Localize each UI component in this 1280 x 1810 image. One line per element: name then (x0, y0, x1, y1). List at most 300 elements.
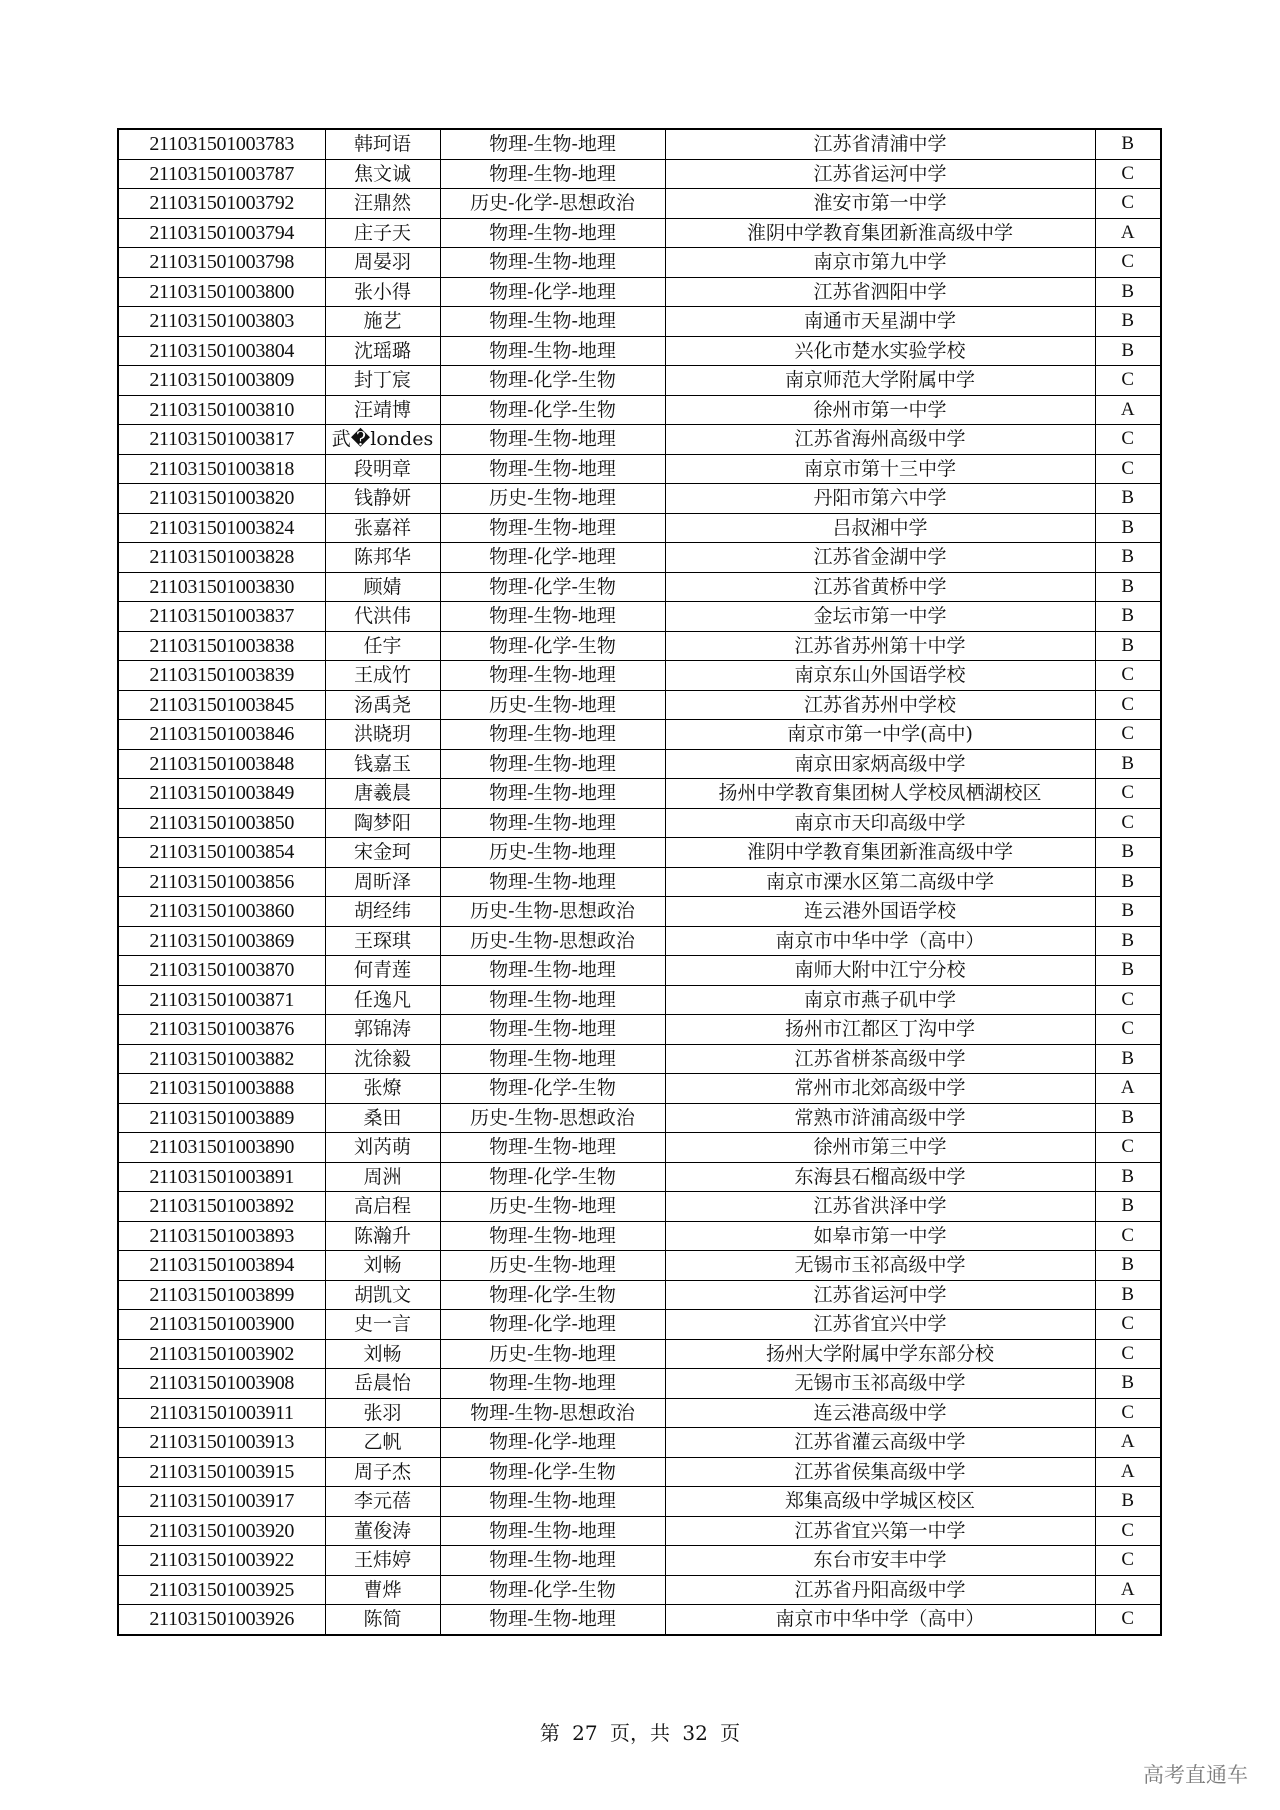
table-row (118, 1339, 1161, 1369)
school-cell: 江苏省运河中学 (665, 1280, 1095, 1310)
subject-combo-cell: 物理-生物-地理 (440, 425, 665, 455)
student-name-cell: 陈简 (325, 1605, 440, 1635)
table-row (118, 1575, 1161, 1605)
student-id-cell: 211031501003804 (118, 336, 325, 366)
table-row (118, 395, 1161, 425)
subject-combo-cell: 物理-生物-地理 (440, 956, 665, 986)
student-name-cell: 张小得 (325, 277, 440, 307)
grade-cell: C (1095, 366, 1161, 396)
school-cell: 南京市中华中学（高中） (665, 1605, 1095, 1635)
grade-cell: C (1095, 1221, 1161, 1251)
student-name-cell: 刘畅 (325, 1251, 440, 1281)
student-name-cell: 刘芮萌 (325, 1133, 440, 1163)
table-row (118, 1546, 1161, 1576)
table-row (118, 336, 1161, 366)
subject-combo-cell: 物理-化学-地理 (440, 1310, 665, 1340)
subject-combo-cell: 历史-生物-地理 (440, 1192, 665, 1222)
table-row (118, 956, 1161, 986)
subject-combo-cell: 物理-生物-地理 (440, 985, 665, 1015)
subject-combo-cell: 物理-生物-地理 (440, 749, 665, 779)
student-id-cell: 211031501003892 (118, 1192, 325, 1222)
school-cell: 南师大附中江宁分校 (665, 956, 1095, 986)
grade-cell: B (1095, 867, 1161, 897)
student-name-cell: 陈瀚升 (325, 1221, 440, 1251)
subject-combo-cell: 物理-生物-地理 (440, 720, 665, 750)
grade-cell: C (1095, 425, 1161, 455)
table-row (118, 513, 1161, 543)
grade-cell: B (1095, 838, 1161, 868)
table-row (118, 1221, 1161, 1251)
subject-combo-cell: 历史-生物-地理 (440, 1251, 665, 1281)
school-cell: 江苏省金湖中学 (665, 543, 1095, 573)
table-row (118, 572, 1161, 602)
student-name-cell: 高启程 (325, 1192, 440, 1222)
subject-combo-cell: 物理-生物-地理 (440, 454, 665, 484)
subject-combo-cell: 物理-生物-地理 (440, 159, 665, 189)
student-id-cell: 211031501003926 (118, 1605, 325, 1635)
student-name-cell: 沈瑶璐 (325, 336, 440, 366)
student-name-cell: 胡经纬 (325, 897, 440, 927)
student-name-cell: 张羽 (325, 1398, 440, 1428)
student-id-cell: 211031501003803 (118, 307, 325, 337)
subject-combo-cell: 物理-生物-地理 (440, 1516, 665, 1546)
subject-combo-cell: 历史-生物-地理 (440, 1339, 665, 1369)
student-name-cell: 周晏羽 (325, 248, 440, 278)
subject-combo-cell: 历史-生物-思想政治 (440, 897, 665, 927)
school-cell: 江苏省宜兴第一中学 (665, 1516, 1095, 1546)
watermark-text: 高考直通车 (1143, 1763, 1248, 1787)
student-id-cell: 211031501003911 (118, 1398, 325, 1428)
student-id-cell: 211031501003798 (118, 248, 325, 278)
student-name-cell: 周子杰 (325, 1457, 440, 1487)
student-name-cell: 董俊涛 (325, 1516, 440, 1546)
grade-cell: C (1095, 1133, 1161, 1163)
school-cell: 金坛市第一中学 (665, 602, 1095, 632)
student-id-cell: 211031501003830 (118, 572, 325, 602)
student-id-cell: 211031501003809 (118, 366, 325, 396)
table-row (118, 1369, 1161, 1399)
student-name-cell: 宋金珂 (325, 838, 440, 868)
table-row (118, 808, 1161, 838)
subject-combo-cell: 物理-化学-生物 (440, 1162, 665, 1192)
student-name-cell: 封丁宸 (325, 366, 440, 396)
student-name-cell: 王琛琪 (325, 926, 440, 956)
school-cell: 郑集高级中学城区校区 (665, 1487, 1095, 1517)
student-id-cell: 211031501003820 (118, 484, 325, 514)
school-cell: 江苏省侯集高级中学 (665, 1457, 1095, 1487)
student-id-cell: 211031501003890 (118, 1133, 325, 1163)
table-row (118, 129, 1161, 159)
grade-cell: C (1095, 690, 1161, 720)
subject-combo-cell: 物理-化学-地理 (440, 277, 665, 307)
student-id-cell: 211031501003871 (118, 985, 325, 1015)
student-name-cell: 李元蓓 (325, 1487, 440, 1517)
subject-combo-cell: 物理-生物-地理 (440, 1015, 665, 1045)
grade-cell: B (1095, 336, 1161, 366)
subject-combo-cell: 物理-生物-思想政治 (440, 1398, 665, 1428)
grade-cell: B (1095, 513, 1161, 543)
school-cell: 江苏省运河中学 (665, 159, 1095, 189)
grade-cell: C (1095, 779, 1161, 809)
table-row (118, 897, 1161, 927)
page-number-footer (0, 1717, 1280, 1746)
grade-cell: B (1095, 956, 1161, 986)
student-name-cell: 岳晨怡 (325, 1369, 440, 1399)
grade-cell: C (1095, 1605, 1161, 1635)
subject-combo-cell: 物理-生物-地理 (440, 513, 665, 543)
student-name-cell: 钱静妍 (325, 484, 440, 514)
student-id-cell: 211031501003902 (118, 1339, 325, 1369)
student-name-cell: 王成竹 (325, 661, 440, 691)
student-name-cell: 汤禹尧 (325, 690, 440, 720)
student-id-cell: 211031501003894 (118, 1251, 325, 1281)
student-roster-table (117, 128, 1162, 1636)
table-row (118, 867, 1161, 897)
school-cell: 南京市溧水区第二高级中学 (665, 867, 1095, 897)
table-row (118, 779, 1161, 809)
table-row (118, 631, 1161, 661)
subject-combo-cell: 历史-生物-地理 (440, 838, 665, 868)
student-name-cell: 陈邦华 (325, 543, 440, 573)
school-cell: 徐州市第一中学 (665, 395, 1095, 425)
student-id-cell: 211031501003828 (118, 543, 325, 573)
school-cell: 淮阴中学教育集团新淮高级中学 (665, 838, 1095, 868)
student-id-cell: 211031501003915 (118, 1457, 325, 1487)
table-row (118, 159, 1161, 189)
grade-cell: B (1095, 749, 1161, 779)
school-cell: 江苏省丹阳高级中学 (665, 1575, 1095, 1605)
grade-cell: C (1095, 1516, 1161, 1546)
school-cell: 南京市燕子矶中学 (665, 985, 1095, 1015)
subject-combo-cell: 物理-化学-地理 (440, 543, 665, 573)
table-row (118, 454, 1161, 484)
student-name-cell: 汪鼎然 (325, 189, 440, 219)
school-cell: 淮阴中学教育集团新淮高级中学 (665, 218, 1095, 248)
grade-cell: C (1095, 1546, 1161, 1576)
table-row (118, 1162, 1161, 1192)
student-name-cell: 洪晓玥 (325, 720, 440, 750)
table-row (118, 1251, 1161, 1281)
student-id-cell: 211031501003908 (118, 1369, 325, 1399)
subject-combo-cell: 物理-生物-地理 (440, 867, 665, 897)
student-name-cell: 任宇 (325, 631, 440, 661)
student-id-cell: 211031501003845 (118, 690, 325, 720)
subject-combo-cell: 物理-生物-地理 (440, 602, 665, 632)
student-id-cell: 211031501003810 (118, 395, 325, 425)
school-cell: 扬州大学附属中学东部分校 (665, 1339, 1095, 1369)
student-name-cell: 郭锦涛 (325, 1015, 440, 1045)
school-cell: 江苏省苏州第十中学 (665, 631, 1095, 661)
subject-combo-cell: 历史-化学-思想政治 (440, 189, 665, 219)
student-id-cell: 211031501003818 (118, 454, 325, 484)
student-id-cell: 211031501003854 (118, 838, 325, 868)
table-row (118, 1044, 1161, 1074)
subject-combo-cell: 历史-生物-思想政治 (440, 926, 665, 956)
grade-cell: A (1095, 1457, 1161, 1487)
grade-cell: C (1095, 159, 1161, 189)
school-cell: 江苏省苏州中学校 (665, 690, 1095, 720)
table-row (118, 543, 1161, 573)
student-name-cell: 庄子天 (325, 218, 440, 248)
grade-cell: B (1095, 1487, 1161, 1517)
student-id-cell: 211031501003899 (118, 1280, 325, 1310)
table-row (118, 838, 1161, 868)
student-name-cell: 何青莲 (325, 956, 440, 986)
subject-combo-cell: 物理-生物-地理 (440, 218, 665, 248)
student-name-cell: 刘畅 (325, 1339, 440, 1369)
school-cell: 江苏省洪泽中学 (665, 1192, 1095, 1222)
grade-cell: A (1095, 395, 1161, 425)
subject-combo-cell: 物理-化学-生物 (440, 572, 665, 602)
student-id-cell: 211031501003869 (118, 926, 325, 956)
roster-body (118, 129, 1161, 1635)
student-id-cell: 211031501003849 (118, 779, 325, 809)
student-id-cell: 211031501003893 (118, 1221, 325, 1251)
student-id-cell: 211031501003837 (118, 602, 325, 632)
school-cell: 兴化市楚水实验学校 (665, 336, 1095, 366)
student-id-cell: 211031501003800 (118, 277, 325, 307)
school-cell: 江苏省宜兴中学 (665, 1310, 1095, 1340)
student-id-cell: 211031501003783 (118, 129, 325, 159)
school-cell: 常州市北郊高级中学 (665, 1074, 1095, 1104)
school-cell: 南通市天星湖中学 (665, 307, 1095, 337)
grade-cell: B (1095, 307, 1161, 337)
table-row (118, 1487, 1161, 1517)
student-id-cell: 211031501003870 (118, 956, 325, 986)
table-row (118, 985, 1161, 1015)
student-id-cell: 211031501003792 (118, 189, 325, 219)
school-cell: 吕叔湘中学 (665, 513, 1095, 543)
student-id-cell: 211031501003888 (118, 1074, 325, 1104)
grade-cell: C (1095, 1310, 1161, 1340)
grade-cell: B (1095, 897, 1161, 927)
table-row (118, 1133, 1161, 1163)
grade-cell: B (1095, 572, 1161, 602)
grade-cell: B (1095, 631, 1161, 661)
school-cell: 如皋市第一中学 (665, 1221, 1095, 1251)
student-name-cell: 汪靖博 (325, 395, 440, 425)
grade-cell: C (1095, 1015, 1161, 1045)
table-row (118, 1310, 1161, 1340)
page-number-text: 第 27 页，共 32 页 (539, 1721, 741, 1745)
grade-cell: B (1095, 1044, 1161, 1074)
grade-cell: B (1095, 926, 1161, 956)
student-name-cell: 施艺 (325, 307, 440, 337)
grade-cell: A (1095, 1074, 1161, 1104)
school-cell: 东台市安丰中学 (665, 1546, 1095, 1576)
student-id-cell: 211031501003848 (118, 749, 325, 779)
student-name-cell: 张燎 (325, 1074, 440, 1104)
table-row (118, 1428, 1161, 1458)
table-row (118, 1605, 1161, 1635)
table-row (118, 661, 1161, 691)
student-name-cell: 王炜婷 (325, 1546, 440, 1576)
table-row (118, 1015, 1161, 1045)
subject-combo-cell: 物理-化学-生物 (440, 1575, 665, 1605)
student-id-cell: 211031501003882 (118, 1044, 325, 1074)
school-cell: 南京市天印高级中学 (665, 808, 1095, 838)
subject-combo-cell: 物理-生物-地理 (440, 1605, 665, 1635)
student-name-cell: 曹烨 (325, 1575, 440, 1605)
grade-cell: A (1095, 218, 1161, 248)
grade-cell: B (1095, 602, 1161, 632)
subject-combo-cell: 历史-生物-思想政治 (440, 1103, 665, 1133)
school-cell: 丹阳市第六中学 (665, 484, 1095, 514)
table-row (118, 1103, 1161, 1133)
student-id-cell: 211031501003794 (118, 218, 325, 248)
school-cell: 南京市第九中学 (665, 248, 1095, 278)
grade-cell: B (1095, 1103, 1161, 1133)
student-id-cell: 211031501003891 (118, 1162, 325, 1192)
school-cell: 徐州市第三中学 (665, 1133, 1095, 1163)
grade-cell: A (1095, 1575, 1161, 1605)
table-row (118, 218, 1161, 248)
student-id-cell: 211031501003917 (118, 1487, 325, 1517)
student-id-cell: 211031501003846 (118, 720, 325, 750)
grade-cell: B (1095, 1369, 1161, 1399)
student-id-cell: 211031501003838 (118, 631, 325, 661)
subject-combo-cell: 物理-生物-地理 (440, 129, 665, 159)
school-cell: 东海县石榴高级中学 (665, 1162, 1095, 1192)
student-id-cell: 211031501003876 (118, 1015, 325, 1045)
student-name-cell: 陶梦阳 (325, 808, 440, 838)
student-name-cell: 焦文诚 (325, 159, 440, 189)
student-id-cell: 211031501003900 (118, 1310, 325, 1340)
school-cell: 连云港高级中学 (665, 1398, 1095, 1428)
table-row (118, 602, 1161, 632)
school-cell: 南京市中华中学（高中） (665, 926, 1095, 956)
student-name-cell: 顾婧 (325, 572, 440, 602)
table-row (118, 1192, 1161, 1222)
student-id-cell: 211031501003856 (118, 867, 325, 897)
table-row (118, 189, 1161, 219)
school-cell: 无锡市玉祁高级中学 (665, 1251, 1095, 1281)
table-row (118, 1280, 1161, 1310)
student-id-cell: 211031501003817 (118, 425, 325, 455)
subject-combo-cell: 物理-化学-地理 (440, 1428, 665, 1458)
subject-combo-cell: 物理-生物-地理 (440, 1133, 665, 1163)
table-row (118, 1457, 1161, 1487)
school-cell: 常熟市浒浦高级中学 (665, 1103, 1095, 1133)
table-row (118, 720, 1161, 750)
student-name-cell: 周昕泽 (325, 867, 440, 897)
school-cell: 江苏省栟茶高级中学 (665, 1044, 1095, 1074)
school-cell: 南京师范大学附属中学 (665, 366, 1095, 396)
grade-cell: C (1095, 454, 1161, 484)
student-id-cell: 211031501003860 (118, 897, 325, 927)
school-cell: 扬州中学教育集团树人学校凤栖湖校区 (665, 779, 1095, 809)
subject-combo-cell: 物理-生物-地理 (440, 307, 665, 337)
subject-combo-cell: 物理-化学-生物 (440, 1280, 665, 1310)
school-cell: 江苏省清浦中学 (665, 129, 1095, 159)
table-row (118, 1074, 1161, 1104)
student-id-cell: 211031501003889 (118, 1103, 325, 1133)
table-row (118, 749, 1161, 779)
subject-combo-cell: 物理-化学-生物 (440, 366, 665, 396)
student-id-cell: 211031501003920 (118, 1516, 325, 1546)
grade-cell: A (1095, 1428, 1161, 1458)
table-row (118, 484, 1161, 514)
school-cell: 南京市第一中学(高中) (665, 720, 1095, 750)
grade-cell: C (1095, 808, 1161, 838)
student-id-cell: 211031501003850 (118, 808, 325, 838)
table-row (118, 425, 1161, 455)
student-id-cell: 211031501003787 (118, 159, 325, 189)
school-cell: 江苏省泗阳中学 (665, 277, 1095, 307)
student-name-cell: 段明章 (325, 454, 440, 484)
subject-combo-cell: 物理-生物-地理 (440, 336, 665, 366)
school-cell: 江苏省黄桥中学 (665, 572, 1095, 602)
student-id-cell: 211031501003913 (118, 1428, 325, 1458)
student-id-cell: 211031501003925 (118, 1575, 325, 1605)
student-name-cell: 任逸凡 (325, 985, 440, 1015)
student-name-cell: 史一言 (325, 1310, 440, 1340)
subject-combo-cell: 物理-生物-地理 (440, 779, 665, 809)
subject-combo-cell: 物理-化学-生物 (440, 1457, 665, 1487)
school-cell: 无锡市玉祁高级中学 (665, 1369, 1095, 1399)
school-cell: 江苏省海州高级中学 (665, 425, 1095, 455)
subject-combo-cell: 物理-生物-地理 (440, 248, 665, 278)
student-name-cell: 唐羲晨 (325, 779, 440, 809)
subject-combo-cell: 历史-生物-地理 (440, 690, 665, 720)
grade-cell: B (1095, 1251, 1161, 1281)
table-row (118, 926, 1161, 956)
student-name-cell: 武�londes (325, 425, 440, 455)
grade-cell: C (1095, 189, 1161, 219)
student-name-cell: 胡凯文 (325, 1280, 440, 1310)
student-name-cell: 乙帆 (325, 1428, 440, 1458)
school-cell: 江苏省灌云高级中学 (665, 1428, 1095, 1458)
subject-combo-cell: 物理-生物-地理 (440, 1369, 665, 1399)
table-row (118, 1398, 1161, 1428)
school-cell: 南京市第十三中学 (665, 454, 1095, 484)
subject-combo-cell: 物理-生物-地理 (440, 808, 665, 838)
table-row (118, 248, 1161, 278)
subject-combo-cell: 物理-生物-地理 (440, 661, 665, 691)
subject-combo-cell: 物理-化学-生物 (440, 395, 665, 425)
school-cell: 扬州市江都区丁沟中学 (665, 1015, 1095, 1045)
student-name-cell: 张嘉祥 (325, 513, 440, 543)
grade-cell: B (1095, 129, 1161, 159)
table-row (118, 366, 1161, 396)
grade-cell: C (1095, 248, 1161, 278)
grade-cell: B (1095, 1192, 1161, 1222)
subject-combo-cell: 历史-生物-地理 (440, 484, 665, 514)
student-name-cell: 代洪伟 (325, 602, 440, 632)
student-name-cell: 韩珂语 (325, 129, 440, 159)
student-id-cell: 211031501003839 (118, 661, 325, 691)
grade-cell: C (1095, 985, 1161, 1015)
student-id-cell: 211031501003922 (118, 1546, 325, 1576)
student-name-cell: 钱嘉玉 (325, 749, 440, 779)
subject-combo-cell: 物理-生物-地理 (440, 1487, 665, 1517)
subject-combo-cell: 物理-化学-生物 (440, 631, 665, 661)
student-name-cell: 桑田 (325, 1103, 440, 1133)
school-cell: 南京东山外国语学校 (665, 661, 1095, 691)
grade-cell: B (1095, 484, 1161, 514)
student-id-cell: 211031501003824 (118, 513, 325, 543)
grade-cell: C (1095, 661, 1161, 691)
school-cell: 淮安市第一中学 (665, 189, 1095, 219)
grade-cell: C (1095, 1339, 1161, 1369)
school-cell: 连云港外国语学校 (665, 897, 1095, 927)
subject-combo-cell: 物理-生物-地理 (440, 1221, 665, 1251)
grade-cell: B (1095, 1162, 1161, 1192)
grade-cell: B (1095, 543, 1161, 573)
grade-cell: C (1095, 720, 1161, 750)
table-row (118, 690, 1161, 720)
table-row (118, 1516, 1161, 1546)
